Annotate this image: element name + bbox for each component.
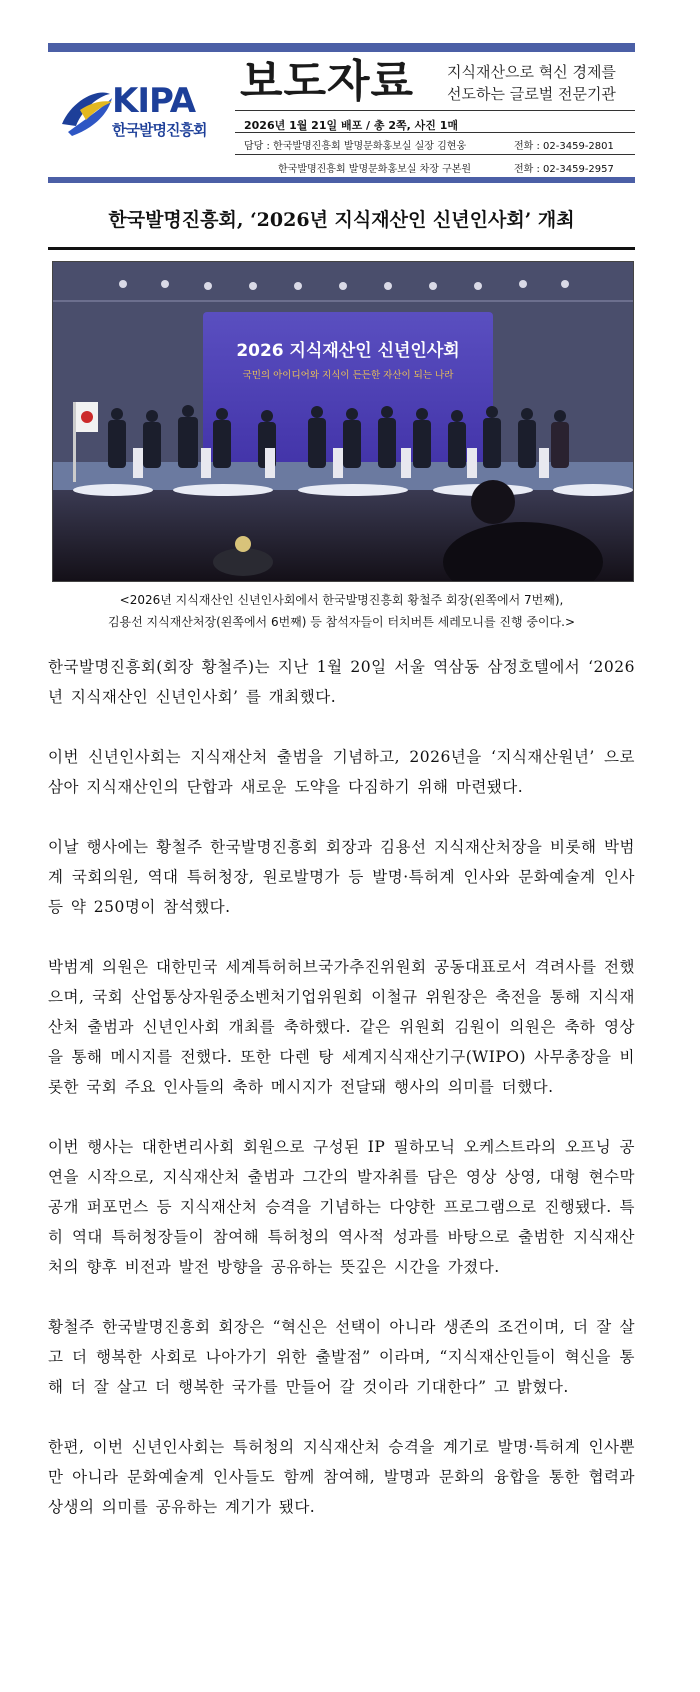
article-paragraph: 이번 신년인사회는 지식재산처 출범을 기념하고, 2026년을 ‘지식재산원년’ 으로 삼아 지식재산인의 단합과 새로운 도약을 다짐하기 위해 마련됐다. [48,748,635,796]
article-paragraph: 이번 행사는 대한변리사회 회원으로 구성된 IP 필하모닉 오케스트라의 오프닝 공연을 시작으로, 지식재산처 출범과 그간의 발자취를 담은 영상 상영, 대형 현수막 공개 퍼포먼스 등 지식재산처 승격을 기념하는 다양한 프로그램으로 진행됐다. 특히 역대 특허청장들이 참여해 특허청의 역사적 성과를 바탕으로 출범한 지식재산처의 향후 비전과 발전 방향을 공유하는 뜻깊은 시간을 가졌다. [48,1138,635,1276]
article-paragraph: 박범계 의원은 대한민국 세계특허허브국가추진위원회 공동대표로서 격려사를 전했으며, 국회 산업통상자원중소벤처기업위원회 이철규 위원장은 축전을 통해 지식재산처 출범과 신년인사회 개최를 축하했다. 같은 위원회 김원이 의원은 축하 영상을 통해 메시지를 전했다. 또한 다렌 탕 세계지식재산기구(WIPO) 사무총장을 비롯한 국회 주요 인사들의 축하 메시지가 전달돼 행사의 의미를 더했다. [48,958,635,1096]
contact-2-phone: 전화 : 02-3459-2957 [514,164,614,175]
contact-row-2 [278,160,614,175]
caption-line-2: 김용선 지식재산처장(왼쪽에서 6번째) 등 참석자들이 터치버튼 세레모니를 진행 중이다.> [107,615,576,629]
photo-caption [48,589,635,633]
caption-line-1: <2026년 지식재산인 신년인사회에서 한국발명진흥회 황철주 회장(왼쪽에서 7번째), [119,593,564,607]
event-photo [52,261,634,582]
article-body [48,652,635,1552]
contact-1-label: 담당 : 한국발명진흥회 발명문화홍보실 실장 김현웅 [244,141,467,152]
article-paragraph: 이날 행사에는 황철주 한국발명진흥회 회장과 김용선 지식재산처장을 비롯해 박범계 국회의원, 역대 특허청장, 원로발명가 등 발명·특허계 인사와 문화예술계 인사 등 약 250명이 참석했다. [48,838,635,916]
release-info: 2026년 1월 21일 배포 / 총 2쪽, 사진 1매 [244,119,458,132]
slogan [447,61,637,105]
article-paragraph: 한편, 이번 신년인사회는 특허청의 지식재산처 승격을 계기로 발명·특허계 인사뿐만 아니라 문화예술계 인사들도 함께 참여해, 발명과 문화의 융합을 통한 협력과 상생의 의미를 공유하는 계기가 됐다. [48,1438,635,1516]
headline-rule [48,247,635,250]
slogan-line-2: 선도하는 글로벌 전문기관 [447,85,616,103]
header-bottom-bar [48,177,635,183]
contact-row-1 [244,137,614,152]
screen-title: 2026 지식재산인 신년인사회 [236,341,460,361]
header-divider [235,110,635,111]
logo-text: KIPA [112,81,196,121]
header-top-bar [48,43,635,52]
screen-subtitle: 국민의 아이디어와 지식이 든든한 자산이 되는 나라 [242,370,454,381]
event-photo-illustration [53,262,633,581]
slogan-line-1: 지식재산으로 혁신 경제를 [447,63,616,81]
contact-1-phone: 전화 : 02-3459-2801 [514,141,614,152]
doc-type-title: 보도자료 [240,56,415,107]
article-paragraph: 한국발명진흥회(회장 황철주)는 지난 1월 20일 서울 역삼동 삼정호텔에서 ‘2026년 지식재산인 신년인사회’ 를 개최했다. [48,658,635,706]
contact-2-label: 한국발명진흥회 발명문화홍보실 차장 구본원 [278,164,472,175]
headline: 한국발명진흥회, ‘2026년 지식재산인 신년인사회’ 개최 [108,209,575,231]
logo-org-name: 한국발명진흥회 [112,121,207,139]
header-divider [235,154,635,155]
article-paragraph: 황철주 한국발명진흥회 회장은 “혁신은 선택이 아니라 생존의 조건이며, 더 잘 살고 더 행복한 사회로 나아가기 위한 출발점” 이라며, “지식재산인들이 혁신을 통해 더 잘 살고 더 행복한 국가를 만들어 갈 것이라 기대한다” 고 밝혔다. [48,1318,635,1396]
header-divider [235,132,635,133]
